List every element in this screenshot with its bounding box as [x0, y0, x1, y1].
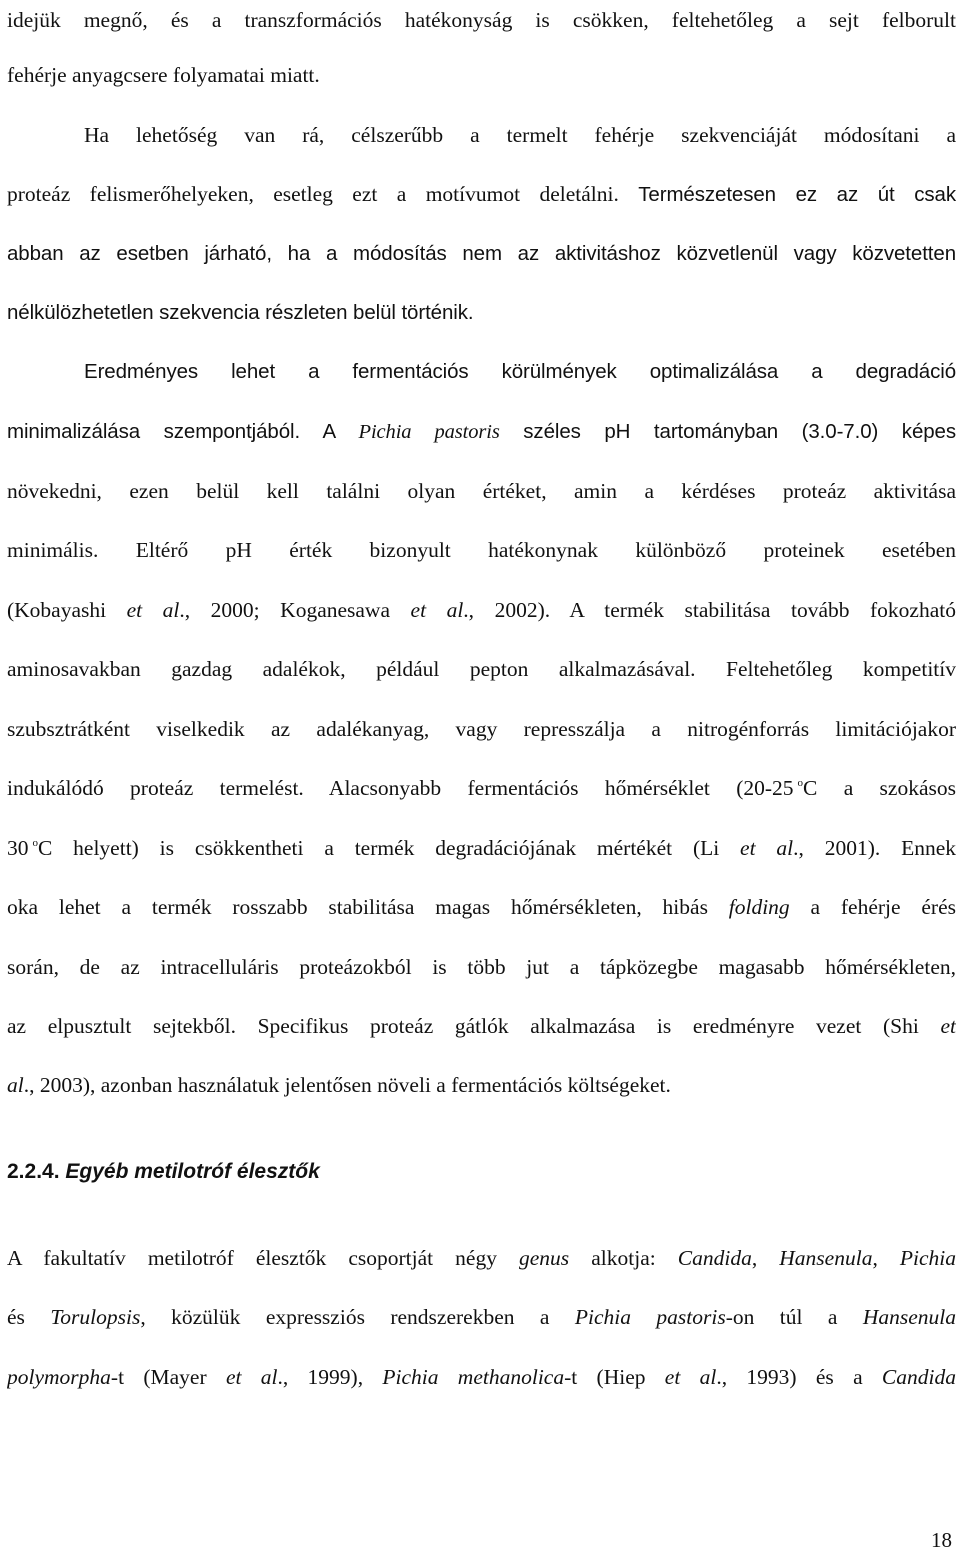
text-run: az elpusztult sejtekből. Specifikus proteáz gátlók alkalmazása is eredményre vezet (Shi	[7, 1014, 941, 1038]
text-run: C a szokásos	[803, 776, 956, 800]
text-line	[7, 1299, 956, 1335]
text-line	[7, 1067, 956, 1103]
text-run-sans: nélkülözhetetlen szekvencia részleten belül történik.	[7, 301, 474, 324]
text-run: , közülük expressziós rendszerekben a	[140, 1305, 575, 1329]
text-run: a fehérje érés	[789, 895, 956, 919]
genus-name: Candida	[677, 1246, 752, 1270]
text-line	[7, 473, 956, 509]
section-heading	[7, 1155, 320, 1189]
species-name: Pichia pastoris	[574, 1305, 726, 1329]
degree-symbol: o	[797, 777, 804, 789]
text-line	[7, 949, 956, 985]
text-run-sans: széles pH tartományban (3.0-7.0) képes	[499, 420, 956, 443]
text-line	[7, 57, 956, 93]
text-line	[7, 1240, 956, 1276]
citation-et-al: et	[940, 1014, 956, 1038]
citation-et-al: et al	[664, 1365, 717, 1389]
text-run: (Kobayashi	[7, 598, 127, 622]
text-run: indukálódó proteáz termelést. Alacsonyabb fermentációs hőmérséklet (20-25	[7, 776, 794, 800]
text-run: és	[7, 1305, 51, 1329]
text-line	[7, 2, 956, 38]
text-line	[7, 889, 956, 925]
text-run-sans: Természetesen ez az út csak	[638, 183, 956, 206]
text-run-sans: Eredményes lehet a fermentációs körülmények optimalizálása a degradáció	[84, 360, 956, 383]
text-run: során, de az intracelluláris proteázokból is több jut a tápközegbe magasabb hőmérsékleten,	[7, 955, 956, 979]
text-run: szubsztrátként viselkedik az adalékanyag, vagy represszálja a nitrogénforrás limitációjakor	[7, 717, 956, 741]
text-line	[7, 414, 956, 450]
text-run: 30	[7, 836, 29, 860]
paragraph-first-line	[84, 117, 956, 153]
genus-name: Hansenula	[862, 1305, 956, 1329]
text-line	[7, 592, 956, 628]
text-line	[7, 830, 956, 866]
text-run: minimális. Eltérő pH érték bizonyult hatékonynak különböző proteinek esetében	[7, 538, 956, 562]
text-run: A fakultatív metilotróf élesztők csoportját négy	[7, 1246, 520, 1270]
species-name: Pichia methanolica	[382, 1365, 565, 1389]
text-run: fehérje anyagcsere folyamatai miatt.	[7, 63, 320, 87]
species-name: polymorpha	[7, 1365, 111, 1389]
text-run: ,	[751, 1246, 780, 1270]
text-run: -on túl a	[725, 1305, 863, 1329]
text-line	[7, 1008, 956, 1044]
text-run: -t (Mayer	[110, 1365, 226, 1389]
text-run: ,	[872, 1246, 900, 1270]
citation-et-al: et al	[126, 598, 180, 622]
degree-symbol: o	[32, 837, 38, 849]
text-run: ., 1993) és a	[716, 1365, 882, 1389]
text-run-sans: abban az esetben járható, ha a módosítás nem az aktivitáshoz közvetlenül vagy közvetetten	[7, 242, 956, 265]
text-run: Ha lehetőség van rá, célszerűbb a termelt fehérje szekvenciáját módosítani a	[84, 123, 956, 147]
citation-et-al: et al	[225, 1365, 278, 1389]
text-run: oka lehet a termék rosszabb stabilitása magas hőmérsékleten, hibás	[7, 895, 729, 919]
genus-name: Torulopsis	[50, 1305, 141, 1329]
section-number: 2.2.4.	[7, 1160, 66, 1183]
text-line	[7, 236, 956, 272]
text-run: ., 2003), azonban használatuk jelentősen növeli a fermentációs költségeket.	[23, 1073, 671, 1097]
citation-et-al: al	[7, 1073, 24, 1097]
text-run: C helyett) is csökkentheti a termék degradációjának mértékét (Li	[38, 836, 741, 860]
text-run: idejük megnő, és a transzformációs hatékonyság is csökken, feltehetőleg a sejt felborult	[7, 8, 956, 32]
text-run: proteáz felismerőhelyeken, esetleg ezt a motívumot deletálni.	[7, 182, 639, 206]
citation-et-al: et al	[410, 598, 464, 622]
text-line	[7, 651, 956, 687]
text-run: ., 2000; Koganesawa	[179, 598, 411, 622]
text-line	[7, 770, 956, 806]
text-line	[7, 711, 956, 747]
text-run: alkotja:	[569, 1246, 678, 1270]
paragraph-first-line	[84, 354, 956, 390]
species-name: Pichia pastoris	[358, 421, 500, 443]
page-number: 18	[931, 1528, 952, 1552]
text-line	[7, 295, 956, 331]
genus-name: Candida	[881, 1365, 956, 1389]
text-run: ., 2001). Ennek	[793, 836, 956, 860]
genus-name: Hansenula	[779, 1246, 873, 1270]
genus-name: Pichia	[899, 1246, 956, 1270]
italic-term: folding	[728, 895, 790, 919]
text-run: növekedni, ezen belül kell találni olyan értéket, amin a kérdéses proteáz aktivitása	[7, 479, 956, 503]
citation-et-al: et al	[740, 836, 794, 860]
italic-term: genus	[519, 1246, 570, 1270]
text-run: aminosavakban gazdag adalékok, például pepton alkalmazásával. Feltehetőleg kompetitív	[7, 657, 956, 681]
text-line	[7, 176, 956, 212]
text-line	[7, 532, 956, 568]
text-run-sans: minimalizálása szempontjából. A	[7, 420, 359, 443]
text-run: -t (Hiep	[564, 1365, 665, 1389]
text-run: ., 1999),	[277, 1365, 383, 1389]
text-line	[7, 1359, 956, 1395]
section-title: Egyéb metilotróf élesztők	[65, 1160, 320, 1183]
text-run: ., 2002). A termék stabilitása tovább fokozható	[463, 598, 956, 622]
